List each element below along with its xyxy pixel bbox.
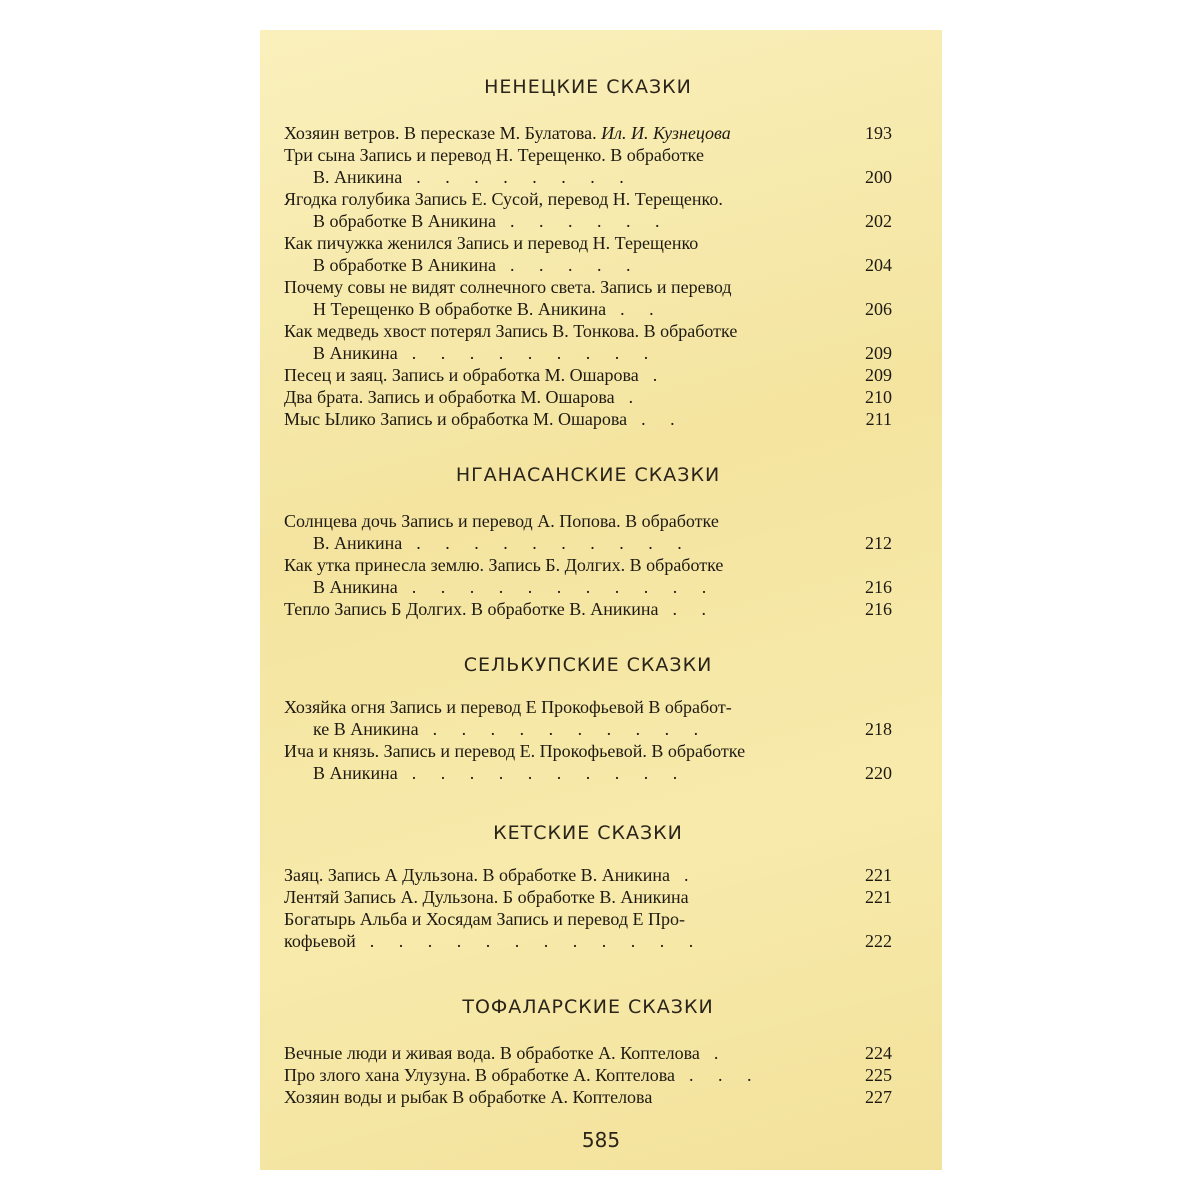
entry-leader-dots: . . . . . . . . . . <box>416 533 692 553</box>
entry-page: 212 <box>865 533 892 553</box>
entry-text: Как утка принесла землю. Запись Б. Долгих. В обработке <box>284 555 724 575</box>
section-title: НЕНЕЦКИЕ СКАЗКИ <box>484 76 692 98</box>
entry-text: В Аникина <box>313 577 398 597</box>
entry-text: Мыс Ылико Запись и обработка М. Ошарова <box>284 409 628 429</box>
entry-page: 224 <box>865 1043 892 1063</box>
entry-page: 220 <box>865 763 892 783</box>
entry-leader-dots: . . <box>641 409 685 429</box>
entry-text: Богатырь Альба и Хосядам Запись и перевод Е Про- <box>284 909 685 929</box>
toc-entry <box>284 510 892 554</box>
entry-page: 206 <box>865 299 892 319</box>
entry-page: 221 <box>865 887 892 907</box>
section-entries <box>284 864 892 952</box>
entry-text: Почему совы не видят солнечного света. Запись и перевод <box>284 277 732 297</box>
toc-entry <box>284 386 892 408</box>
entry-page: 200 <box>865 167 892 187</box>
entry-page: 218 <box>865 719 892 739</box>
entry-page: 209 <box>865 343 892 363</box>
toc-entry <box>284 1086 892 1108</box>
entry-text: ке В Аникина <box>313 719 419 739</box>
entry-page: 193 <box>865 123 892 143</box>
entry-text: Заяц. Запись А Дульзона. В обработке В. Аникина <box>284 865 670 885</box>
entry-text: В Аникина <box>313 763 398 783</box>
entry-text: Как медведь хвост потерял Запись В. Тонкова. В обработке <box>284 321 738 341</box>
entry-leader-dots: . . <box>672 599 717 619</box>
entry-text: Как пичужка женился Запись и перевод Н. Терещенко <box>284 233 699 253</box>
toc-entry <box>284 1042 892 1064</box>
section-title: НГАНАСАНСКИЕ СКАЗКИ <box>455 464 721 486</box>
toc-entry <box>284 908 892 952</box>
entry-leader-dots: . . . . . . . . . . . <box>411 577 717 597</box>
entry-leader-dots: . . . . . <box>510 255 641 275</box>
entry-page: 204 <box>865 255 892 275</box>
book-page <box>260 30 942 1170</box>
entry-text: В. Аникина <box>313 533 403 553</box>
toc-entry <box>284 276 892 320</box>
toc-entry <box>284 408 892 430</box>
entry-illustrator: Ил. И. Кузнецова <box>601 123 731 143</box>
toc-entry <box>284 232 892 276</box>
entry-text: Хозяйка огня Запись и перевод Е Прокофьевой В обработ- <box>284 697 732 717</box>
entry-leader-dots: . <box>652 365 668 385</box>
section-entries <box>284 1042 892 1108</box>
entry-leader-dots: . . . <box>689 1065 762 1085</box>
entry-page: 216 <box>865 599 892 619</box>
entry-text: В обработке В Аникина <box>313 255 496 275</box>
section-title: ТОФАЛАРСКИЕ СКАЗКИ <box>462 996 714 1018</box>
entry-text: Про злого хана Улузуна. В обработке А. Коптелова <box>284 1065 676 1085</box>
entry-text: Два брата. Запись и обработка М. Ошарова <box>284 387 615 407</box>
entry-page: 202 <box>865 211 892 231</box>
entry-text: В. Аникина <box>313 167 403 187</box>
toc-entry <box>284 740 892 784</box>
entry-leader-dots: . . . . . . . . . . <box>432 719 709 739</box>
toc-entry <box>284 188 892 232</box>
entry-leader-dots: . <box>683 865 699 885</box>
entry-text: Лентяй Запись А. Дульзона. Б обработке В. Аникина <box>284 887 689 907</box>
entry-page: 216 <box>865 577 892 597</box>
entry-leader-dots: . . . . . . . . . <box>411 343 659 363</box>
entry-text: Песец и заяц. Запись и обработка М. Ошарова <box>284 365 639 385</box>
entry-text: Ягодка голубика Запись Е. Сусой, перевод Н. Терещенко. <box>284 189 723 209</box>
section-title: СЕЛЬКУПСКИЕ СКАЗКИ <box>463 654 713 676</box>
entry-text: кофьевой <box>284 931 356 951</box>
entry-leader-dots: . . <box>620 299 664 319</box>
toc-entry <box>284 864 892 886</box>
toc-entry <box>284 886 892 908</box>
entry-page: 221 <box>865 865 892 885</box>
entry-page: 222 <box>865 931 892 951</box>
entry-leader-dots: . . . . . . . . . . . . <box>369 931 704 951</box>
entry-leader-dots: . <box>713 1043 729 1063</box>
toc-entry <box>284 1064 892 1086</box>
toc-entry <box>284 320 892 364</box>
entry-page: 225 <box>865 1065 892 1085</box>
section-entries <box>284 122 892 430</box>
entry-text: Ича и князь. Запись и перевод Е. Прокофьевой. В обработке <box>284 741 746 761</box>
entry-text: Н Терещенко В обработке В. Аникина <box>313 299 607 319</box>
entry-text: В Аникина <box>313 343 398 363</box>
toc-entry <box>284 598 892 620</box>
entry-leader-dots: . . . . . . . . <box>416 167 634 187</box>
entry-text: Вечные люди и живая вода. В обработке А. Коптелова <box>284 1043 700 1063</box>
toc-entry <box>284 364 892 386</box>
toc-entry <box>284 144 892 188</box>
page-number: 585 <box>581 1128 621 1152</box>
entry-text: Солнцева дочь Запись и перевод А. Попова. В обработке <box>284 511 719 531</box>
entry-text: Тепло Запись Б Долгих. В обработке В. Аникина <box>284 599 659 619</box>
entry-text: Три сына Запись и перевод Н. Терещенко. В обработке <box>284 145 704 165</box>
entry-leader-dots: . . . . . . . . . . <box>411 763 688 783</box>
entry-page: 211 <box>865 409 892 429</box>
section-entries <box>284 510 892 620</box>
toc-entry <box>284 122 892 144</box>
entry-leader-dots: . <box>628 387 644 407</box>
entry-text: В обработке В Аникина <box>313 211 496 231</box>
section-title: КЕТСКИЕ СКАЗКИ <box>493 822 683 844</box>
entry-page: 209 <box>865 365 892 385</box>
entry-leader-dots: . . . . . . <box>510 211 670 231</box>
entry-text: Хозяин ветров. В пересказе М. Булатова. <box>284 123 602 143</box>
entry-text: Хозяин воды и рыбак В обработке А. Коптелова <box>284 1087 653 1107</box>
toc-entry <box>284 696 892 740</box>
entry-page: 210 <box>865 387 892 407</box>
toc-entry <box>284 554 892 598</box>
entry-page: 227 <box>865 1087 892 1107</box>
section-entries <box>284 696 892 784</box>
